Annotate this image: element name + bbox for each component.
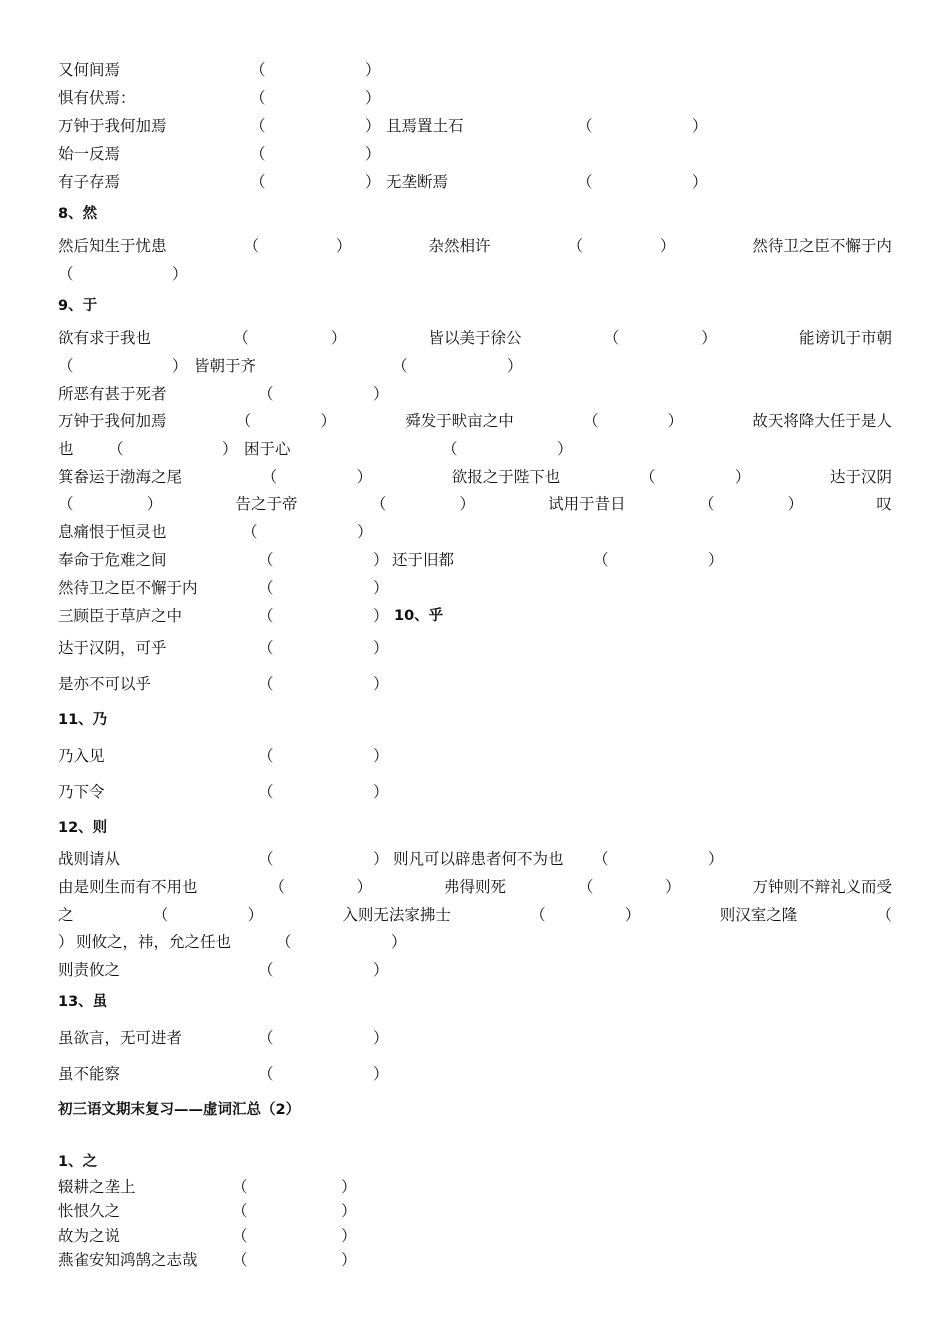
entry-text: 怅恨久之	[58, 1202, 121, 1220]
answer-blank-open[interactable]: （	[258, 385, 274, 403]
entry-text: 也	[58, 440, 74, 458]
entry-text: 箕畚运于渤海之尾	[58, 468, 183, 486]
answer-blank-close: ）	[335, 237, 352, 255]
entry-text: 欲报之于陛下也	[451, 468, 561, 486]
answer-blank-close: ）	[708, 551, 724, 569]
answer-blank-open[interactable]: （	[232, 1178, 248, 1196]
entry-text: 万钟则不辩礼义而受	[752, 878, 892, 896]
entry-text: 试用于昔日	[548, 495, 626, 513]
entry-text: 故为之说	[58, 1227, 121, 1245]
entry-text: 惧有伏焉：	[58, 89, 136, 107]
answer-blank-open[interactable]: （	[250, 173, 266, 191]
entry-text: 之	[58, 906, 74, 924]
entry-line	[58, 411, 892, 431]
entry-text: 舜发于畎亩之中	[405, 412, 514, 430]
answer-blank-open[interactable]: （	[232, 1251, 248, 1269]
answer-blank-close: ）	[659, 237, 676, 255]
section-heading: 1、之	[58, 1154, 98, 1170]
entry-text: 则责攸之	[58, 961, 121, 979]
entry-text: 始一反焉	[58, 145, 121, 163]
answer-blank-open[interactable]: （	[530, 906, 546, 924]
answer-blank-open[interactable]: （	[577, 117, 593, 135]
answer-blank-close: ）	[172, 265, 188, 283]
answer-blank-close: ）	[391, 933, 407, 951]
answer-blank-close: ）	[356, 468, 373, 486]
entry-text: 且焉置土石	[386, 117, 464, 135]
entry-line	[58, 905, 892, 925]
section-heading: 10、乎	[394, 608, 444, 624]
entry-text: 乃入见	[58, 747, 105, 765]
answer-blank-close: ）	[787, 495, 804, 513]
answer-blank-open[interactable]: （	[233, 329, 249, 347]
answer-blank-close: ）	[373, 747, 389, 765]
entry-text: 战则请从	[58, 850, 121, 868]
answer-blank-open[interactable]: （	[392, 357, 408, 375]
entry-text: 三顾臣于草庐之中	[58, 607, 183, 625]
answer-blank-open[interactable]: （	[232, 1202, 248, 1220]
answer-blank-open[interactable]: （	[250, 145, 266, 163]
answer-blank-close: ）	[365, 61, 381, 79]
entry-text: 告之于帝	[235, 495, 298, 513]
entry-text: 息痛恨于恒灵也	[58, 523, 167, 541]
answer-blank-close: ）	[373, 579, 389, 597]
entry-text: 还于旧都	[392, 551, 455, 569]
answer-blank-open[interactable]: （	[250, 117, 266, 135]
section-heading: 8、然	[58, 206, 98, 222]
entry-text: 能谤讥于市朝	[798, 329, 892, 347]
answer-blank-open[interactable]: （	[58, 357, 74, 375]
entry-line	[58, 328, 892, 348]
document-title: 初三语文期末复习——虚词汇总（2）	[58, 1102, 301, 1118]
answer-blank-close: ）	[356, 878, 373, 896]
answer-blank-close: ）	[222, 440, 238, 458]
answer-blank-open[interactable]: （	[258, 1029, 274, 1047]
entry-text: 皆朝于齐	[194, 357, 257, 375]
answer-blank-open[interactable]: （	[58, 265, 74, 283]
answer-blank-open[interactable]: （	[242, 523, 258, 541]
answer-blank-open[interactable]: （	[258, 1065, 274, 1083]
answer-blank-close: ）	[373, 639, 389, 657]
entry-text: 虽欲言，无可进者	[58, 1029, 183, 1047]
answer-blank-close: ）	[373, 607, 389, 625]
answer-blank-open[interactable]: （	[261, 468, 278, 486]
answer-blank-close: ）	[357, 523, 373, 541]
answer-blank-open[interactable]: （	[258, 551, 274, 569]
answer-blank-open[interactable]: （	[235, 412, 252, 430]
answer-blank-open[interactable]: （	[567, 237, 583, 255]
section-heading: 9、于	[58, 298, 98, 314]
answer-blank-close: ）	[667, 412, 684, 430]
entry-text: 然待卫之臣不懈于内	[752, 237, 892, 255]
entry-line	[58, 467, 892, 487]
answer-blank-open[interactable]: （	[269, 878, 285, 896]
answer-blank-close: ）	[365, 145, 381, 163]
entry-text: 则攸之，祎，允之任也	[76, 933, 232, 951]
entry-text: 叹	[876, 495, 892, 513]
answer-blank-open[interactable]: （	[152, 906, 169, 924]
entry-line	[58, 236, 892, 256]
answer-blank-open[interactable]: （	[258, 850, 274, 868]
answer-blank-open[interactable]: （	[258, 579, 274, 597]
section-heading: 11、乃	[58, 712, 108, 728]
answer-blank-open[interactable]: （	[577, 878, 594, 896]
answer-blank-open[interactable]: （	[258, 639, 274, 657]
entry-text: 弗得则死	[443, 878, 506, 896]
entry-text: 困于心	[244, 440, 291, 458]
entry-text: 辍耕之垄上	[58, 1178, 136, 1196]
answer-blank-close: ）	[341, 1178, 357, 1196]
answer-blank-open[interactable]: （	[258, 747, 274, 765]
answer-blank-open[interactable]: （	[370, 495, 387, 513]
answer-blank-close: ）	[507, 357, 523, 375]
answer-blank-close: ）	[692, 173, 708, 191]
answer-blank-close: ）	[624, 906, 641, 924]
answer-blank-close: ）	[365, 117, 381, 135]
answer-blank-open[interactable]: （	[58, 495, 74, 513]
answer-blank-open[interactable]: （	[442, 440, 458, 458]
answer-blank-close: ）	[557, 440, 573, 458]
entry-text: 则汉室之隆	[719, 906, 798, 924]
answer-blank-open[interactable]: （	[258, 607, 274, 625]
answer-blank-open[interactable]: （	[593, 551, 609, 569]
entry-line	[58, 877, 892, 897]
section-heading: 13、虽	[58, 994, 108, 1010]
entry-text: 入则无法家拂士	[342, 906, 451, 924]
answer-blank-close: ）	[459, 495, 475, 513]
answer-blank-close: ）	[341, 1202, 357, 1220]
answer-blank-close: ）	[373, 850, 389, 868]
answer-blank-close: ）	[146, 495, 163, 513]
entry-text: 由是则生而有不用也	[58, 878, 198, 896]
answer-blank-open[interactable]: （	[577, 173, 593, 191]
answer-blank-close: ）	[665, 878, 681, 896]
entry-text: 万钟于我何加焉	[58, 412, 167, 430]
answer-blank-close: ）	[708, 850, 724, 868]
answer-blank-close: ）	[373, 385, 389, 403]
answer-blank-close: ）	[320, 412, 336, 430]
answer-blank-close: ）	[373, 551, 389, 569]
entry-text: 则凡可以辟患者何不为也	[393, 850, 564, 868]
answer-blank-close: ）	[373, 783, 389, 801]
entry-text: 又何间焉	[58, 61, 121, 79]
entry-text: 故天将降大任于是人	[752, 412, 892, 430]
answer-blank-close: ）	[373, 961, 389, 979]
answer-blank-open[interactable]: （	[639, 468, 656, 486]
entry-text: 欲有求于我也	[58, 329, 152, 347]
answer-blank-open[interactable]: （	[603, 329, 620, 347]
entry-text: 达于汉阴，可乎	[58, 639, 167, 657]
answer-blank-open[interactable]: （	[876, 906, 892, 924]
answer-blank-close: ）	[341, 1251, 357, 1269]
answer-blank-close: ）	[373, 1029, 389, 1047]
answer-blank-open[interactable]: （	[243, 237, 259, 255]
entry-text: 燕雀安知鸿鹄之志哉	[58, 1251, 198, 1269]
answer-blank-open[interactable]: （	[582, 412, 599, 430]
entry-text: 有子存焉	[58, 173, 121, 191]
entry-text: 达于汉阴	[829, 468, 892, 486]
answer-blank-close: ）	[365, 173, 381, 191]
answer-blank-close: ）	[701, 329, 717, 347]
answer-blank-close: ）	[58, 933, 74, 951]
answer-blank-close: ）	[373, 675, 389, 693]
answer-blank-close: ）	[172, 357, 188, 375]
answer-blank-open[interactable]: （	[593, 850, 609, 868]
answer-blank-close: ）	[330, 329, 347, 347]
entry-text: 万钟于我何加焉	[58, 117, 167, 135]
entry-text: 奉命于危难之间	[58, 551, 167, 569]
entry-text: 然待卫之臣不懈于内	[58, 579, 198, 597]
entry-text: 乃下令	[58, 783, 105, 801]
answer-blank-close: ）	[341, 1227, 357, 1245]
entry-text: 虽不能察	[58, 1065, 121, 1083]
answer-blank-close: ）	[373, 1065, 389, 1083]
answer-blank-open[interactable]: （	[698, 495, 715, 513]
entry-text: 杂然相许	[428, 237, 491, 255]
answer-blank-open[interactable]: （	[250, 89, 266, 107]
entry-text: 无垄断焉	[386, 173, 449, 191]
entry-text: 然后知生于忧患	[58, 237, 167, 255]
answer-blank-open[interactable]: （	[258, 961, 274, 979]
answer-blank-open[interactable]: （	[232, 1227, 248, 1245]
entry-line	[58, 494, 892, 514]
answer-blank-open[interactable]: （	[258, 675, 274, 693]
answer-blank-close: ）	[692, 117, 708, 135]
answer-blank-close: ）	[247, 906, 264, 924]
answer-blank-open[interactable]: （	[276, 933, 292, 951]
answer-blank-close: ）	[365, 89, 381, 107]
entry-text: 所恶有甚于死者	[58, 385, 167, 403]
answer-blank-open[interactable]: （	[258, 783, 274, 801]
section-heading: 12、则	[58, 820, 108, 836]
entry-text: 皆以美于徐公	[428, 329, 522, 347]
answer-blank-open[interactable]: （	[108, 440, 124, 458]
answer-blank-open[interactable]: （	[250, 61, 266, 79]
answer-blank-close: ）	[734, 468, 751, 486]
entry-text: 是亦不可以乎	[58, 675, 152, 693]
